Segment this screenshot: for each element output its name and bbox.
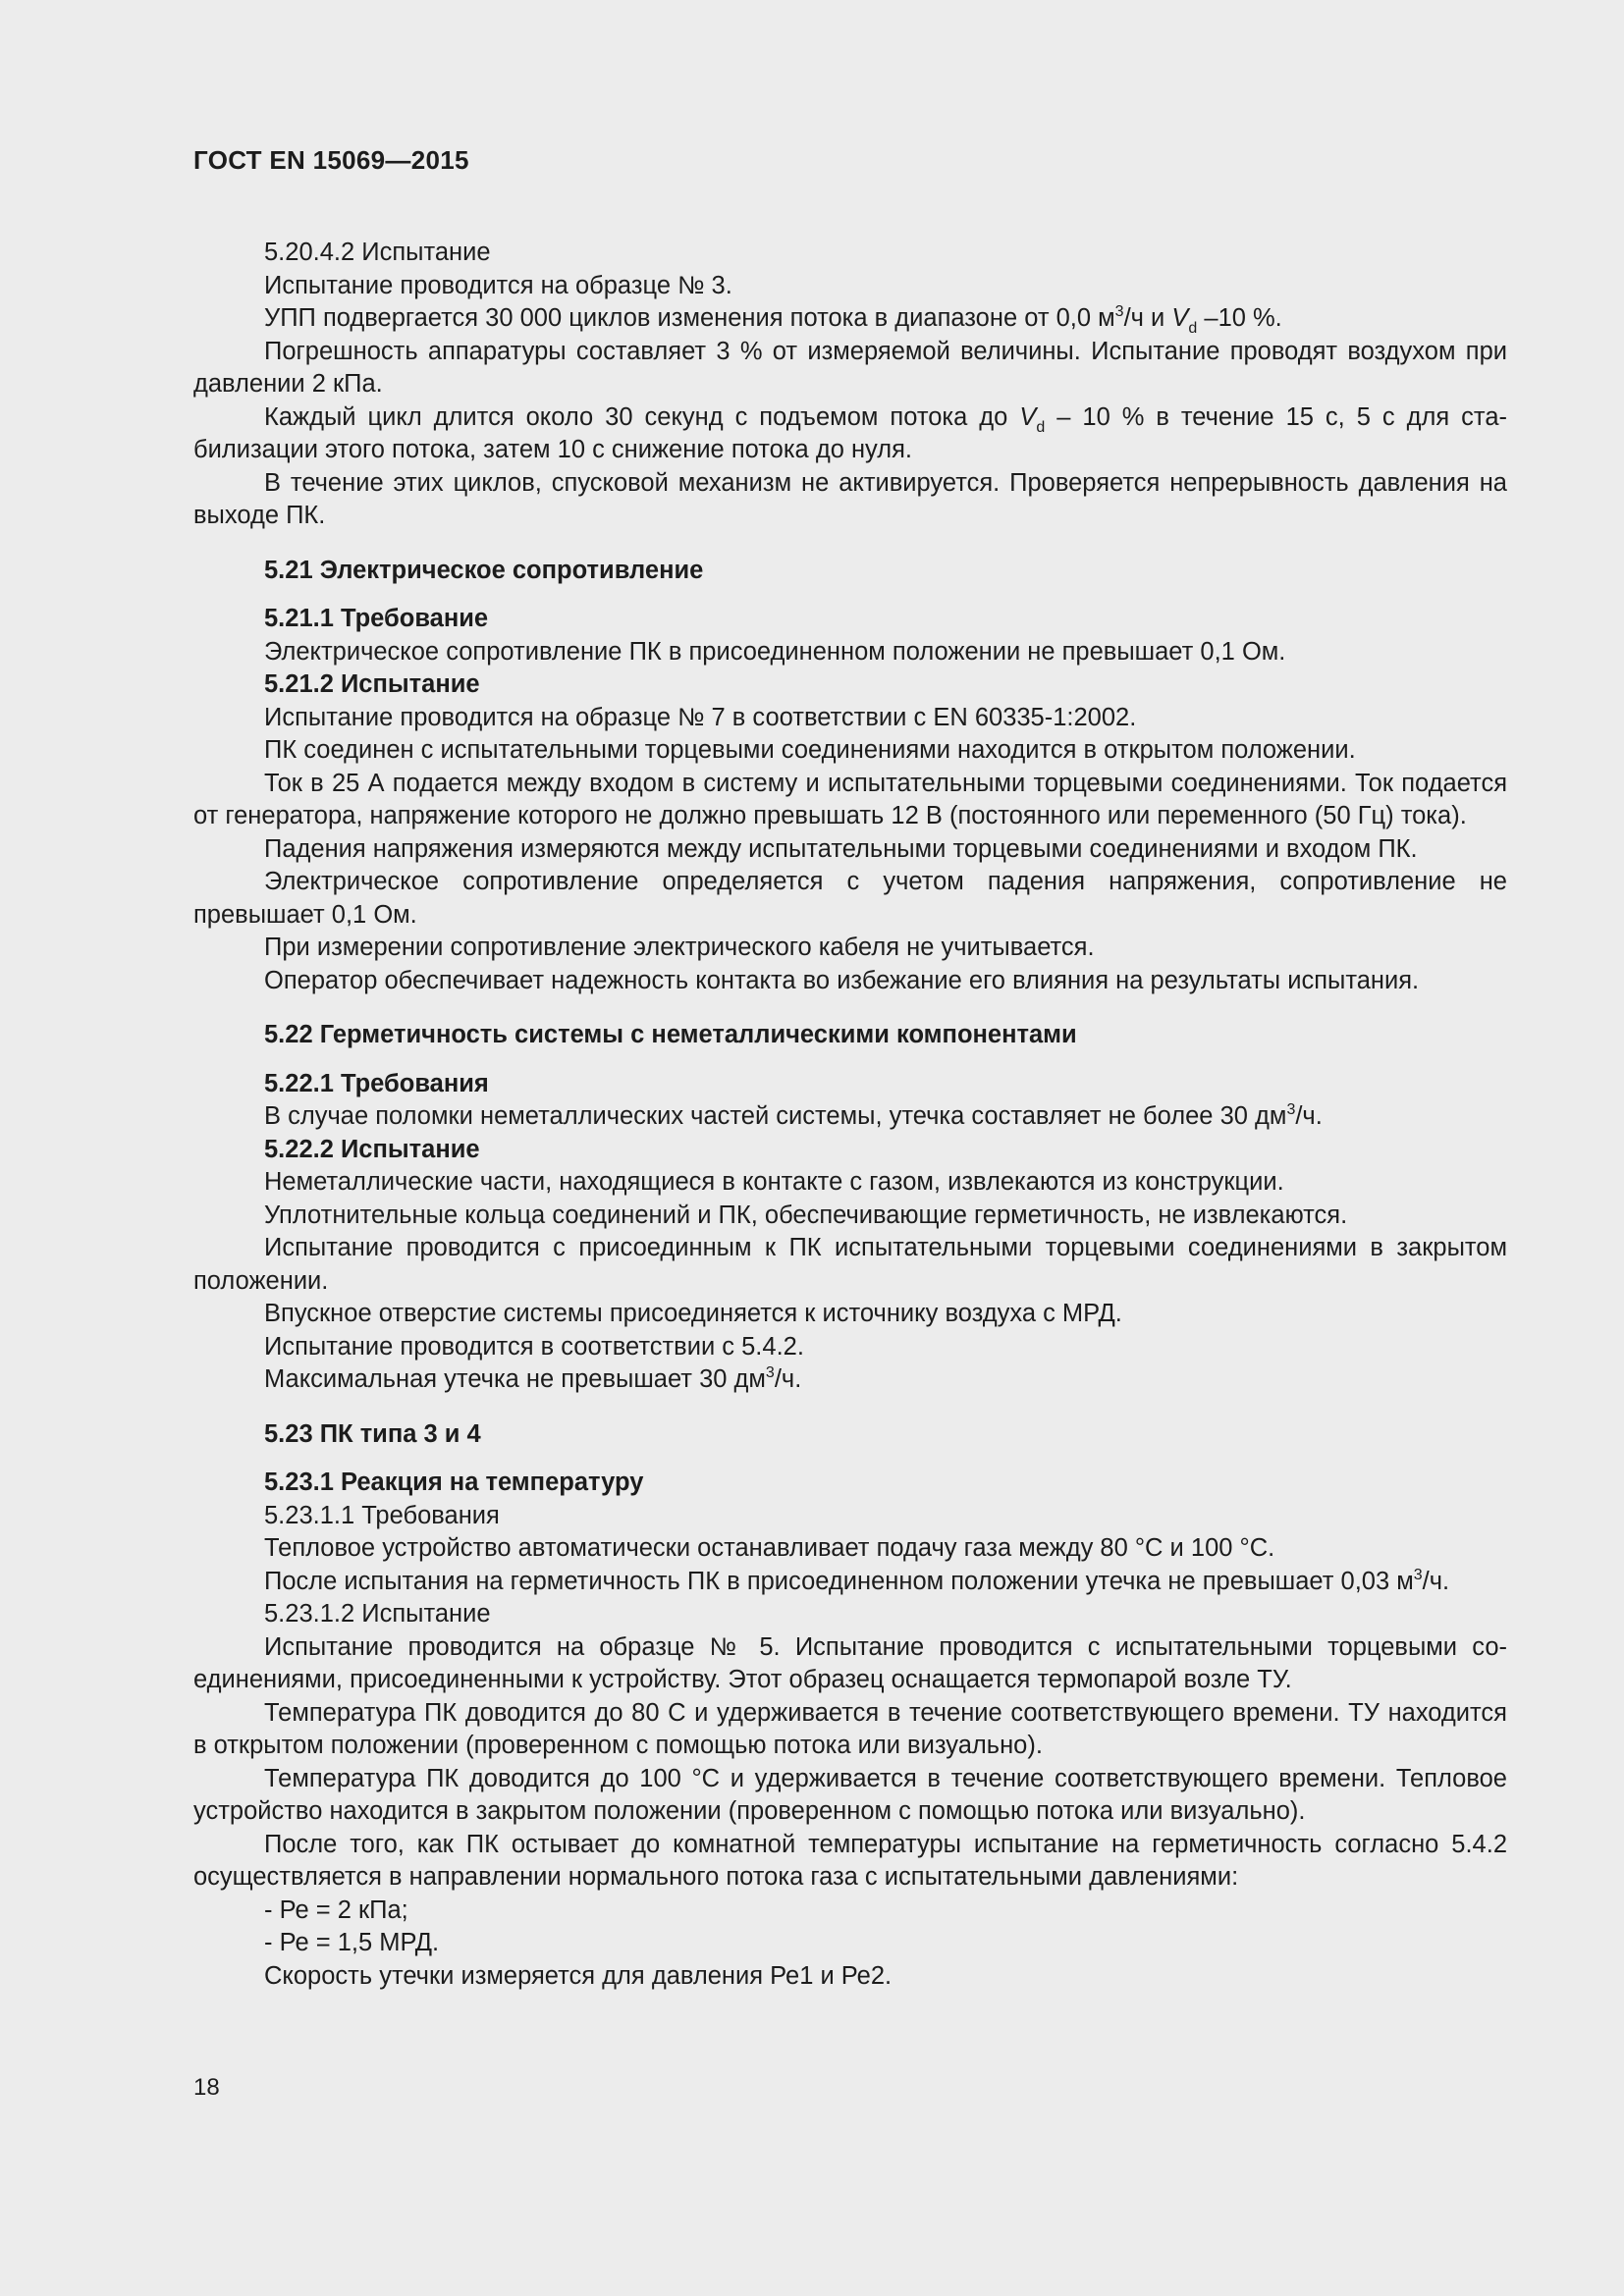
page-number: 18 xyxy=(193,2074,220,2101)
paragraph: Падения напряжения измеряются между испытательными торцевыми соединениями и входом ПК. xyxy=(264,834,1418,863)
paragraph: В случае поломки неметаллических частей системы, утечка составляет не более 30 $дм^3/ч$. xyxy=(264,1101,1323,1130)
paragraph: Температура ПК доводится до 80 С и удерживается в течение соответствующего времени. ТУ находится в открытом положении (проверенном с помощью потока или визуально). xyxy=(193,1698,1507,1759)
paragraph: Тепловое устройство автоматически останавливает подачу газа между 80 °С и 100 °С. xyxy=(264,1534,1275,1562)
paragraph: После того, как ПК остывает до комнатной температуры испытание на герметичность согласно 5.4.2 осуществляется в направлении нормального потока газа с испытательными давлениями: xyxy=(193,1830,1507,1891)
paragraph: Уплотнительные кольца соединений и ПК, обеспечивающие герметичность, не извлекаются. xyxy=(264,1201,1348,1229)
list-item: - Ре = 1,5 МРД. xyxy=(264,1929,440,1956)
paragraph: Оператор обеспечивает надежность контакта во избежание его влияния на результаты испытания. xyxy=(264,966,1420,994)
subsection-heading: 5.22.1 Требования xyxy=(264,1069,489,1097)
subsection-heading: 5.23.1.1 Требования xyxy=(264,1501,500,1529)
paragraph: Электрическое сопротивление ПК в присоединенном положении не превышает 0,1 Ом. xyxy=(264,637,1286,666)
paragraph: Испытание проводится на образце № 3. xyxy=(264,271,732,299)
subsection-heading: 5.22.2 Испытание xyxy=(264,1135,480,1163)
paragraph: Испытание проводится на образце № 5. Испытание проводится с испытательными торцевыми соединениями, присоединенными к устройству. Этот образец оснащается термопарой возле ТУ. xyxy=(193,1632,1507,1693)
subsection-heading: 5.23.1 Реакция на температуру xyxy=(264,1468,644,1496)
paragraph: Ток в 25 А подается между входом в систему и испытательными торцевыми соединениями. Ток подается от генератора, напряжение которого не должно превышать 12 В (постоянного или переменного (50 Гц) тока). xyxy=(193,769,1507,829)
paragraph: Каждый цикл длится около 30 секунд с подъемом потока до $V_d - 10$ % в течение 15 с, 5 с для стабилизации этого потока, затем 10 с снижение потока до нуля. xyxy=(193,402,1507,463)
paragraph: Испытание проводится на образце № 7 в соответствии с EN 60335-1:2002. xyxy=(264,703,1137,731)
paragraph: УПП подвергается 30 000 циклов изменения потока в диапазоне от 0,0 $м^3/ч$ и $V_d$ –10 %. xyxy=(264,303,1282,337)
subsection-heading: 5.23.1.2 Испытание xyxy=(264,1600,491,1628)
section-heading: 5.21 Электрическое сопротивление xyxy=(264,556,704,584)
paragraph: Температура ПК доводится до 100 °С и удерживается в течение соответствующего времени. Тепловое устройство находится в закрытом положении (проверенном с помощью потока или визуально). xyxy=(193,1764,1507,1825)
paragraph: Погрешность аппаратуры составляет 3 % от измеряемой величины. Испытание проводят воздухом при давлении 2 кПа. xyxy=(193,337,1507,398)
document-header: ГОСТ EN 15069—2015 xyxy=(193,145,469,175)
subsection-heading: 5.20.4.2 Испытание xyxy=(264,239,491,266)
paragraph: В течение этих циклов, спусковой механизм не активируется. Проверяется непрерывность давления на выходе ПК. xyxy=(193,468,1507,529)
subsection-heading: 5.21.2 Испытание xyxy=(264,670,480,698)
paragraph: ПК соединен с испытательными торцевыми соединениями находится в открытом положении. xyxy=(264,736,1356,764)
paragraph: Электрическое сопротивление определяется с учетом падения напряжения, сопротивление не превышает 0,1 Ом. xyxy=(193,868,1507,929)
section-5-20-4-2 xyxy=(193,237,1507,1993)
paragraph: Неметаллические части, находящиеся в контакте с газом, извлекаются из конструкции. xyxy=(264,1168,1284,1196)
paragraph: Испытание проводится в соответствии с 5.4.2. xyxy=(264,1332,804,1361)
paragraph: Скорость утечки измеряется для давления Ре1 и Ре2. xyxy=(264,1961,893,1990)
list-item: - Ре = 2 кПа; xyxy=(264,1896,408,1924)
paragraph: Максимальная утечка не превышает 30 $дм^3/ч$. xyxy=(264,1364,802,1393)
document-page xyxy=(193,145,1507,1993)
section-heading: 5.23 ПК типа 3 и 4 xyxy=(264,1419,481,1448)
paragraph: После испытания на герметичность ПК в присоединенном положении утечка не превышает 0,03 $м^3/ч$. xyxy=(264,1566,1450,1595)
paragraph: Испытание проводится с присоединным к ПК испытательными торцевыми соединениями в закрытом положении. xyxy=(193,1234,1507,1295)
paragraph: Впускное отверстие системы присоединяется к источнику воздуха с МРД. xyxy=(264,1300,1122,1327)
section-heading: 5.22 Герметичность системы с неметаллическими компонентами xyxy=(264,1021,1077,1048)
subsection-heading: 5.21.1 Требование xyxy=(264,605,489,632)
paragraph: При измерении сопротивление электрического кабеля не учитывается. xyxy=(264,934,1095,961)
